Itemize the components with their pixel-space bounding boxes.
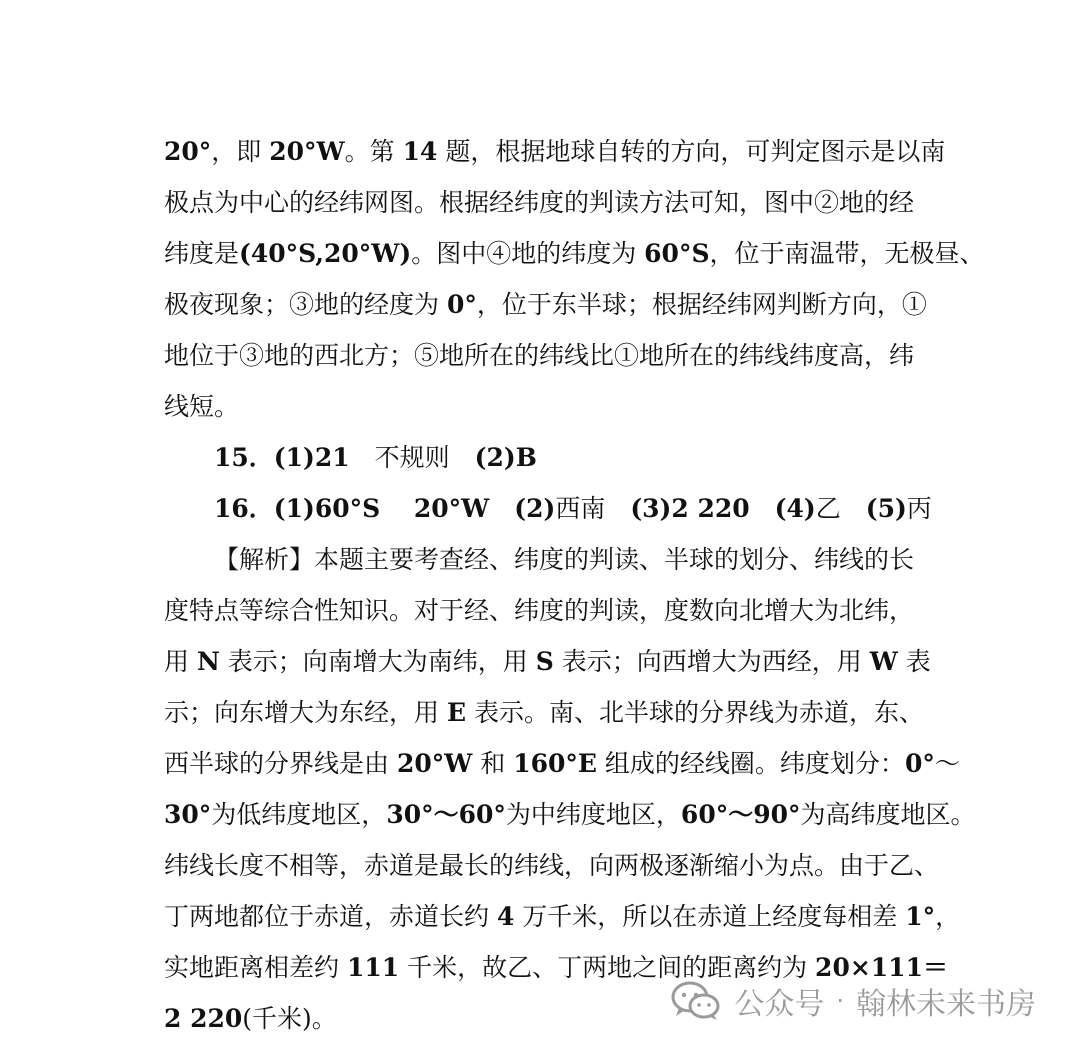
text-run: 20°W [269,137,345,166]
text-run: 20° [164,137,212,166]
text-run: 。图中④地的纬度为 [411,239,645,268]
text-run: 不规则 [349,443,475,472]
text-run: 实地距离相差约 [164,953,347,982]
text-run: 度特点等综合性知识。对于经、纬度的判读，度数向北增大为北纬， [164,596,915,625]
text-run: 线短。 [164,392,240,421]
text-run: 西南 [555,494,606,523]
text-run: 表 [897,647,931,676]
text-run: W [869,647,898,676]
text-run: ，位于南温带，无极昼、 [709,239,985,268]
text-run: 表示；向西增大为西经，用 [553,647,870,676]
text-run: (3)2 220 (4) [605,494,816,523]
text-run: 极夜现象；③地的经度为 [164,290,447,319]
text-run: E [446,698,467,727]
text-run: 30° [164,800,212,829]
text-run: ，即 [211,137,270,166]
text-run: 20×111＝ [815,953,948,982]
text-run: (40°S,20°W) [239,239,412,268]
text-run: 20°W [396,749,473,778]
text-run: S [535,647,554,676]
text-line [164,279,927,330]
text-run: 0° [446,290,477,319]
text-line [164,177,916,228]
text-run: 16．(1)60°S 20°W (2) [214,494,556,523]
text-line [164,126,946,177]
analysis-line [164,840,940,891]
text-line [164,228,985,279]
text-run: (2)B [474,443,537,472]
text-run: 为中纬度地区， [505,800,681,829]
analysis-line [164,585,916,636]
text-run: 地位于③地的西北方；⑤地所在的纬线比①地所在的纬线纬度高，纬 [164,341,915,370]
text-run: 组成的经线圈。纬度划分： [596,749,905,778]
text-run: 0° [904,749,935,778]
text-run: 111 [346,953,400,982]
text-run: 为低纬度地区， [211,800,387,829]
text-run: 和 [472,749,514,778]
analysis-line [164,636,931,687]
answer-15 [164,432,916,483]
text-run: (千米)。 [242,1004,337,1033]
answer-16 [164,483,932,534]
text-run: 15．(1)21 [214,443,350,472]
text-run: 表示。南、北半球的分界线为赤道，东、 [466,698,924,727]
text-run: 乙 [815,494,841,523]
text-run: 纬线长度不相等，赤道是最长的纬线，向两极逐渐缩小为点。由于乙、 [164,851,940,880]
text-run: 题，根据地球自转的方向，可判定图示是以南 [437,137,946,166]
wechat-watermark [670,976,1036,1026]
analysis-line [164,687,924,738]
text-run: 为高纬度地区。 [800,800,976,829]
analysis-line [164,738,960,789]
analysis-line [164,891,961,942]
text-run: 160°E [513,749,597,778]
text-run: 极点为中心的经纬网图。根据经纬度的判读方法可知，图中②地的经 [164,188,915,217]
text-run: 千米，故乙、丁两地之间的距离约为 [399,953,816,982]
text-run: 示；向东增大为东经，用 [164,698,447,727]
text-run: ， [935,902,961,931]
text-run: 。第 [344,137,403,166]
analysis-line [164,534,916,585]
watermark-account-name: 翰林未来书房 [856,987,1036,1022]
text-line [164,381,916,432]
text-run: 纬度是 [164,239,240,268]
text-run: ～ [934,749,960,778]
text-run: ，位于东半球；根据经纬网判断方向，① [476,290,927,319]
text-run: 万千米，所以在赤道上经度每相差 [514,902,906,931]
text-run: 【解析】本题主要考查经、纬度的判读、半球的划分、纬线的长 [214,545,915,574]
text-run: 4 [496,902,515,931]
text-run: N [196,647,220,676]
text-run: 60°S [644,239,710,268]
text-run: 14 [402,137,438,166]
analysis-line [164,789,976,840]
text-run: 60°～90° [680,800,801,829]
text-run: 2 220 [164,1004,243,1033]
text-run: 30°～60° [386,800,506,829]
wechat-icon [670,979,722,1023]
text-run: 用 [164,647,197,676]
text-run: (5) [840,494,907,523]
text-run: 西半球的分界线是由 [164,749,397,778]
text-run: 丁两地都位于赤道，赤道长约 [164,902,497,931]
text-line [164,330,916,381]
watermark-separator: · [836,987,844,1015]
text-run: 丙 [906,494,932,523]
text-run: 1° [905,902,936,931]
text-run: 表示；向南增大为南纬，用 [219,647,536,676]
watermark-label: 公众号 [734,987,825,1022]
